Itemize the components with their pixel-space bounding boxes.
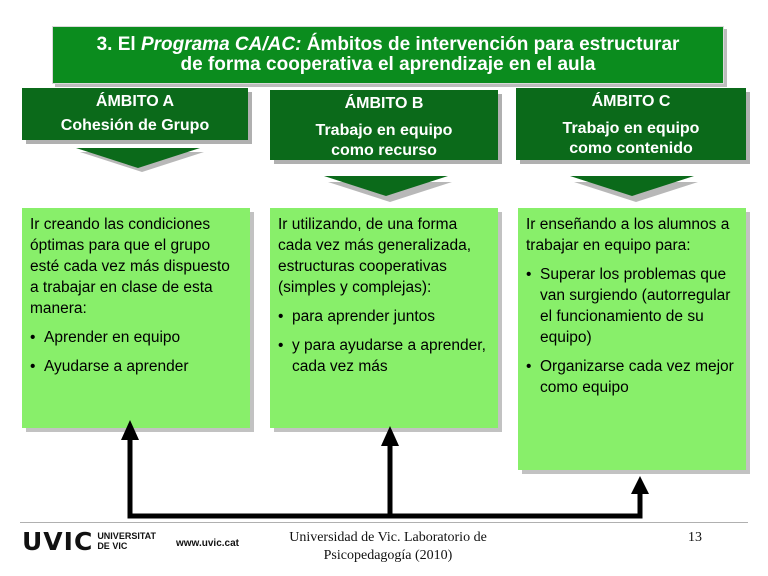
ambito-b-bullet: • y para ayudarse a aprender, cada vez más [278, 337, 486, 375]
footer-url[interactable]: www.uvic.cat [176, 538, 239, 549]
title-number: 3. El [96, 34, 136, 55]
title-line-2: de forma cooperativa el aprendizaje en el aula [180, 54, 596, 75]
ambito-c-heading: ÁMBITO C [591, 93, 671, 110]
title-rest: Ámbitos de intervención para estructurar [306, 34, 680, 55]
page-number: 13 [688, 530, 702, 545]
ambito-c-subtitle-1: Trabajo en equipo [562, 120, 700, 137]
ambito-b-subtitle-2: como recurso [331, 142, 437, 159]
ambito-c-intro: Ir enseñando a los alumnos a trabajar en equipo para: [526, 216, 730, 254]
ambito-b-heading: ÁMBITO B [344, 95, 424, 112]
logo-subtext: UNIVERSITAT DE VIC [97, 531, 156, 551]
arrowhead-b [381, 426, 399, 446]
uvic-logo [22, 528, 156, 554]
connector-line [130, 438, 640, 516]
footer-divider [20, 522, 748, 523]
ambito-c-bullet: • Superar los problemas que van surgiendo (autorregular el funcionamiento de su equipo) [526, 266, 731, 346]
footer-institution: Universidad de Vic. Laboratorio de Psicopedagogía (2010) [289, 530, 487, 563]
ambito-a-intro: Ir creando las condiciones óptimas para que el grupo esté cada vez más dispuesto a trabajar en clase de esta manera: [30, 216, 230, 317]
ambito-b-intro: Ir utilizando, de una forma cada vez más generalizada, estructuras cooperativas (simples y complejas): [278, 216, 472, 296]
ambito-c-bullet: • Organizarse cada vez mejor como equipo [526, 358, 734, 396]
arrowhead-c [631, 476, 649, 494]
ambito-b-subtitle-1: Trabajo en equipo [315, 122, 453, 139]
ambito-c-subtitle-2: como contenido [569, 140, 693, 157]
title-program-name: Programa CA/AC: [140, 34, 302, 55]
logo-mark: UVIC [22, 526, 94, 556]
ambito-a-subtitle: Cohesión de Grupo [60, 117, 210, 134]
ambito-a-heading: ÁMBITO A [95, 93, 175, 110]
ambito-a-bullet: • Ayudarse a aprender [30, 358, 189, 375]
ambito-a-bullet: • Aprender en equipo [30, 329, 181, 346]
arrowhead-a [121, 420, 139, 440]
ambito-b-bullet: • para aprender juntos [278, 308, 436, 325]
